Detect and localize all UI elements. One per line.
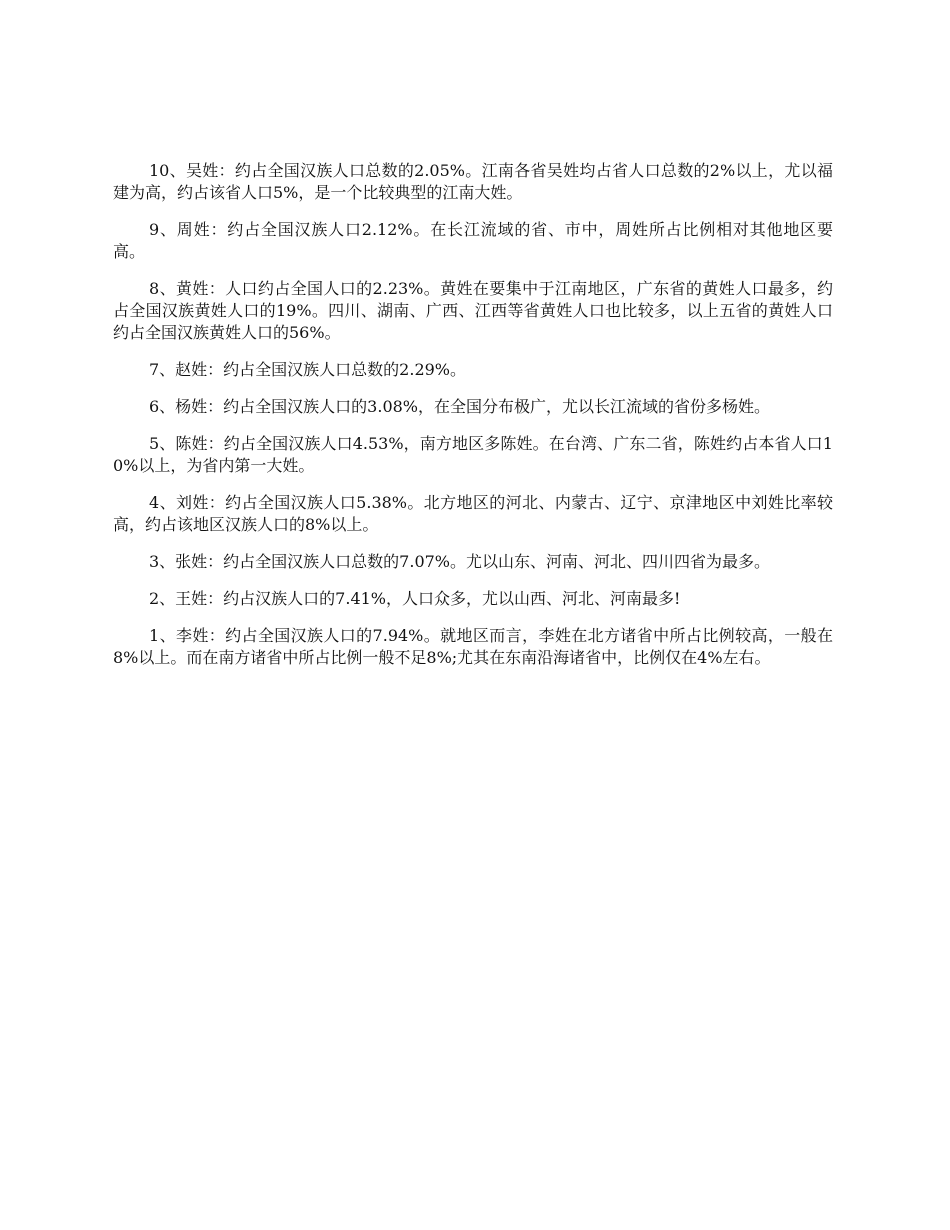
paragraph-surname-3: 3、张姓：约占全国汉族人口总数的7.07%。尤以山东、河南、河北、四川四省为最多。 — [149, 552, 771, 571]
paragraph-surname-9: 9、周姓：约占全国汉族人口2.12%。在长江流域的省、市中，周姓所占比例相对其他地区要高。 — [113, 220, 833, 261]
paragraph-surname-5: 5、陈姓：约占全国汉族人口4.53%，南方地区多陈姓。在台湾、广东二省，陈姓约占本省人口10%以上，为省内第一大姓。 — [113, 434, 833, 475]
paragraph-surname-8: 8、黄姓：人口约占全国人口的2.23%。黄姓在要集中于江南地区，广东省的黄姓人口最多，约占全国汉族黄姓人口的19%。四川、湖南、广西、江西等省黄姓人口也比较多，以上五省的黄姓人口约占全国汉族黄姓人口的56%。 — [113, 279, 833, 342]
paragraph-surname-4: 4、刘姓：约占全国汉族人口5.38%。北方地区的河北、内蒙古、辽宁、京津地区中刘姓比率较高，约占该地区汉族人口的8%以上。 — [113, 493, 833, 534]
paragraph-surname-2: 2、王姓：约占汉族人口的7.41%，人口众多，尤以山西、河北、河南最多! — [149, 589, 681, 608]
paragraph-surname-1: 1、李姓：约占全国汉族人口的7.94%。就地区而言，李姓在北方诸省中所占比例较高，一般在8%以上。而在南方诸省中所占比例一般不足8%;尤其在东南沿海诸省中，比例仅在4%左右。 — [113, 626, 833, 667]
paragraph-surname-6: 6、杨姓：约占全国汉族人口的3.08%，在全国分布极广，尤以长江流域的省份多杨姓。 — [149, 397, 771, 416]
paragraph-surname-10: 10、吴姓：约占全国汉族人口总数的2.05%。江南各省吴姓均占省人口总数的2%以上，尤以福建为高，约占该省人口5%，是一个比较典型的江南大姓。 — [113, 161, 833, 202]
paragraph-surname-7: 7、赵姓：约占全国汉族人口总数的2.29%。 — [149, 360, 467, 379]
document-body — [113, 160, 833, 684]
